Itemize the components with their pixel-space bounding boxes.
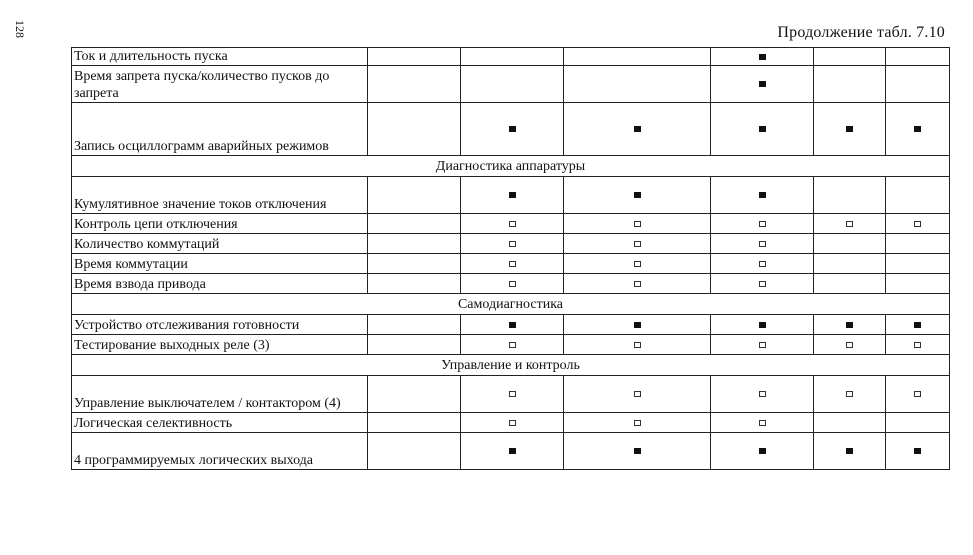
row-label: Время запрета пуска/количество пусков до запрета xyxy=(72,66,368,103)
table-row xyxy=(72,274,950,294)
table-cell xyxy=(564,413,711,433)
section-heading: Самодиагностика xyxy=(72,294,950,315)
table-cell xyxy=(461,214,564,234)
empty-square-icon xyxy=(759,420,766,426)
table-cell xyxy=(564,103,711,156)
section-heading: Диагностика аппаратуры xyxy=(72,156,950,177)
table-cell xyxy=(368,214,461,234)
table-cell xyxy=(814,315,886,335)
table-cell xyxy=(814,66,886,103)
row-label: Логическая селективность xyxy=(72,413,368,433)
table-cell xyxy=(711,103,814,156)
table-cell xyxy=(711,254,814,274)
table-cell xyxy=(886,376,950,413)
filled-square-icon xyxy=(759,126,766,132)
page-number: 128 xyxy=(13,20,27,38)
empty-square-icon xyxy=(509,342,516,348)
filled-square-icon xyxy=(509,448,516,454)
filled-square-icon xyxy=(634,448,641,454)
table-cell xyxy=(886,254,950,274)
row-label: Кумулятивное значение токов отключения xyxy=(72,177,368,214)
table-cell xyxy=(886,234,950,254)
table-row xyxy=(72,376,950,413)
table-cell xyxy=(368,66,461,103)
filled-square-icon xyxy=(914,322,921,328)
empty-square-icon xyxy=(634,221,641,227)
empty-square-icon xyxy=(634,342,641,348)
filled-square-icon xyxy=(759,81,766,87)
table-row xyxy=(72,66,950,103)
empty-square-icon xyxy=(634,420,641,426)
filled-square-icon xyxy=(509,322,516,328)
table-cell xyxy=(711,66,814,103)
empty-square-icon xyxy=(509,281,516,287)
empty-square-icon xyxy=(759,391,766,397)
row-label: Время коммутации xyxy=(72,254,368,274)
table-row xyxy=(72,214,950,234)
empty-square-icon xyxy=(634,241,641,247)
filled-square-icon xyxy=(759,322,766,328)
filled-square-icon xyxy=(846,126,853,132)
table-cell xyxy=(461,315,564,335)
table-cell xyxy=(368,335,461,355)
table-cell xyxy=(711,274,814,294)
table-cell xyxy=(886,48,950,66)
filled-square-icon xyxy=(914,126,921,132)
empty-square-icon xyxy=(634,391,641,397)
table-cell xyxy=(814,254,886,274)
empty-square-icon xyxy=(914,342,921,348)
table-cell xyxy=(814,214,886,234)
table-cell xyxy=(886,413,950,433)
table-cell xyxy=(368,376,461,413)
filled-square-icon xyxy=(846,448,853,454)
table-cell xyxy=(461,376,564,413)
table-cell xyxy=(564,315,711,335)
table-cell xyxy=(564,177,711,214)
empty-square-icon xyxy=(509,261,516,267)
table-cell xyxy=(564,234,711,254)
empty-square-icon xyxy=(759,221,766,227)
table-cell xyxy=(711,234,814,254)
table-cell xyxy=(368,315,461,335)
table-cell xyxy=(461,177,564,214)
empty-square-icon xyxy=(759,342,766,348)
empty-square-icon xyxy=(759,241,766,247)
table-cell xyxy=(461,413,564,433)
empty-square-icon xyxy=(509,391,516,397)
table-cell xyxy=(564,274,711,294)
table-cell xyxy=(564,433,711,470)
table-cell xyxy=(711,214,814,234)
table-cell xyxy=(886,433,950,470)
table-cell xyxy=(814,48,886,66)
empty-square-icon xyxy=(914,391,921,397)
table-cell xyxy=(886,274,950,294)
empty-square-icon xyxy=(846,391,853,397)
table-cell xyxy=(368,234,461,254)
empty-square-icon xyxy=(759,261,766,267)
empty-square-icon xyxy=(509,241,516,247)
table-row xyxy=(72,234,950,254)
row-label: 4 программируемых логических выхода xyxy=(72,433,368,470)
table-cell xyxy=(814,103,886,156)
table-row xyxy=(72,315,950,335)
table-cell xyxy=(711,413,814,433)
filled-square-icon xyxy=(759,192,766,198)
row-label: Запись осциллограмм аварийных режимов xyxy=(72,103,368,156)
empty-square-icon xyxy=(846,221,853,227)
table-cell xyxy=(711,376,814,413)
table-cell xyxy=(461,274,564,294)
table-cell xyxy=(564,66,711,103)
table-row xyxy=(72,433,950,470)
filled-square-icon xyxy=(846,322,853,328)
table-cell xyxy=(814,274,886,294)
table-cell xyxy=(814,413,886,433)
row-label: Тестирование выходных реле (3) xyxy=(72,335,368,355)
table-cell xyxy=(711,48,814,66)
table-cell xyxy=(711,433,814,470)
table-caption: Продолжение табл. 7.10 xyxy=(777,24,945,41)
row-label: Управление выключателем / контактором (4) xyxy=(72,376,368,413)
table-cell xyxy=(368,274,461,294)
table-cell xyxy=(814,177,886,214)
table-cell xyxy=(886,177,950,214)
filled-square-icon xyxy=(759,448,766,454)
table-row xyxy=(72,335,950,355)
empty-square-icon xyxy=(846,342,853,348)
table-cell xyxy=(368,103,461,156)
empty-square-icon xyxy=(914,221,921,227)
table-cell xyxy=(814,433,886,470)
empty-square-icon xyxy=(634,281,641,287)
empty-square-icon xyxy=(509,420,516,426)
table-cell xyxy=(886,315,950,335)
filled-square-icon xyxy=(509,192,516,198)
table-row xyxy=(72,177,950,214)
section-row xyxy=(72,294,950,315)
row-label: Ток и длительность пуска xyxy=(72,48,368,66)
filled-square-icon xyxy=(634,126,641,132)
table-cell xyxy=(711,315,814,335)
empty-square-icon xyxy=(759,281,766,287)
row-label: Количество коммутаций xyxy=(72,234,368,254)
section-heading: Управление и контроль xyxy=(72,355,950,376)
table-cell xyxy=(886,214,950,234)
filled-square-icon xyxy=(509,126,516,132)
row-label: Время взвода привода xyxy=(72,274,368,294)
filled-square-icon xyxy=(914,448,921,454)
table-row xyxy=(72,254,950,274)
table-cell xyxy=(461,335,564,355)
table-cell xyxy=(461,433,564,470)
table-cell xyxy=(886,66,950,103)
table-cell xyxy=(886,103,950,156)
table-cell xyxy=(814,234,886,254)
table-cell xyxy=(368,413,461,433)
table-cell xyxy=(461,66,564,103)
table-cell xyxy=(461,103,564,156)
filled-square-icon xyxy=(634,192,641,198)
table-cell xyxy=(368,433,461,470)
section-row xyxy=(72,156,950,177)
table-cell xyxy=(461,48,564,66)
row-label: Контроль цепи отключения xyxy=(72,214,368,234)
table-cell xyxy=(368,254,461,274)
table-cell xyxy=(564,48,711,66)
filled-square-icon xyxy=(759,54,766,60)
table-cell xyxy=(886,335,950,355)
table-row xyxy=(72,48,950,66)
table-cell xyxy=(564,335,711,355)
filled-square-icon xyxy=(634,322,641,328)
table-cell xyxy=(368,177,461,214)
table-cell xyxy=(564,214,711,234)
table-cell xyxy=(461,234,564,254)
table-cell xyxy=(461,254,564,274)
table-cell xyxy=(814,335,886,355)
table-cell xyxy=(564,376,711,413)
table-cell xyxy=(368,48,461,66)
table-cell xyxy=(564,254,711,274)
features-table xyxy=(71,47,950,470)
table-cell xyxy=(711,335,814,355)
row-label: Устройство отслеживания готовности xyxy=(72,315,368,335)
table-cell xyxy=(814,376,886,413)
table-row xyxy=(72,413,950,433)
table-row xyxy=(72,103,950,156)
table-cell xyxy=(711,177,814,214)
empty-square-icon xyxy=(509,221,516,227)
empty-square-icon xyxy=(634,261,641,267)
section-row xyxy=(72,355,950,376)
